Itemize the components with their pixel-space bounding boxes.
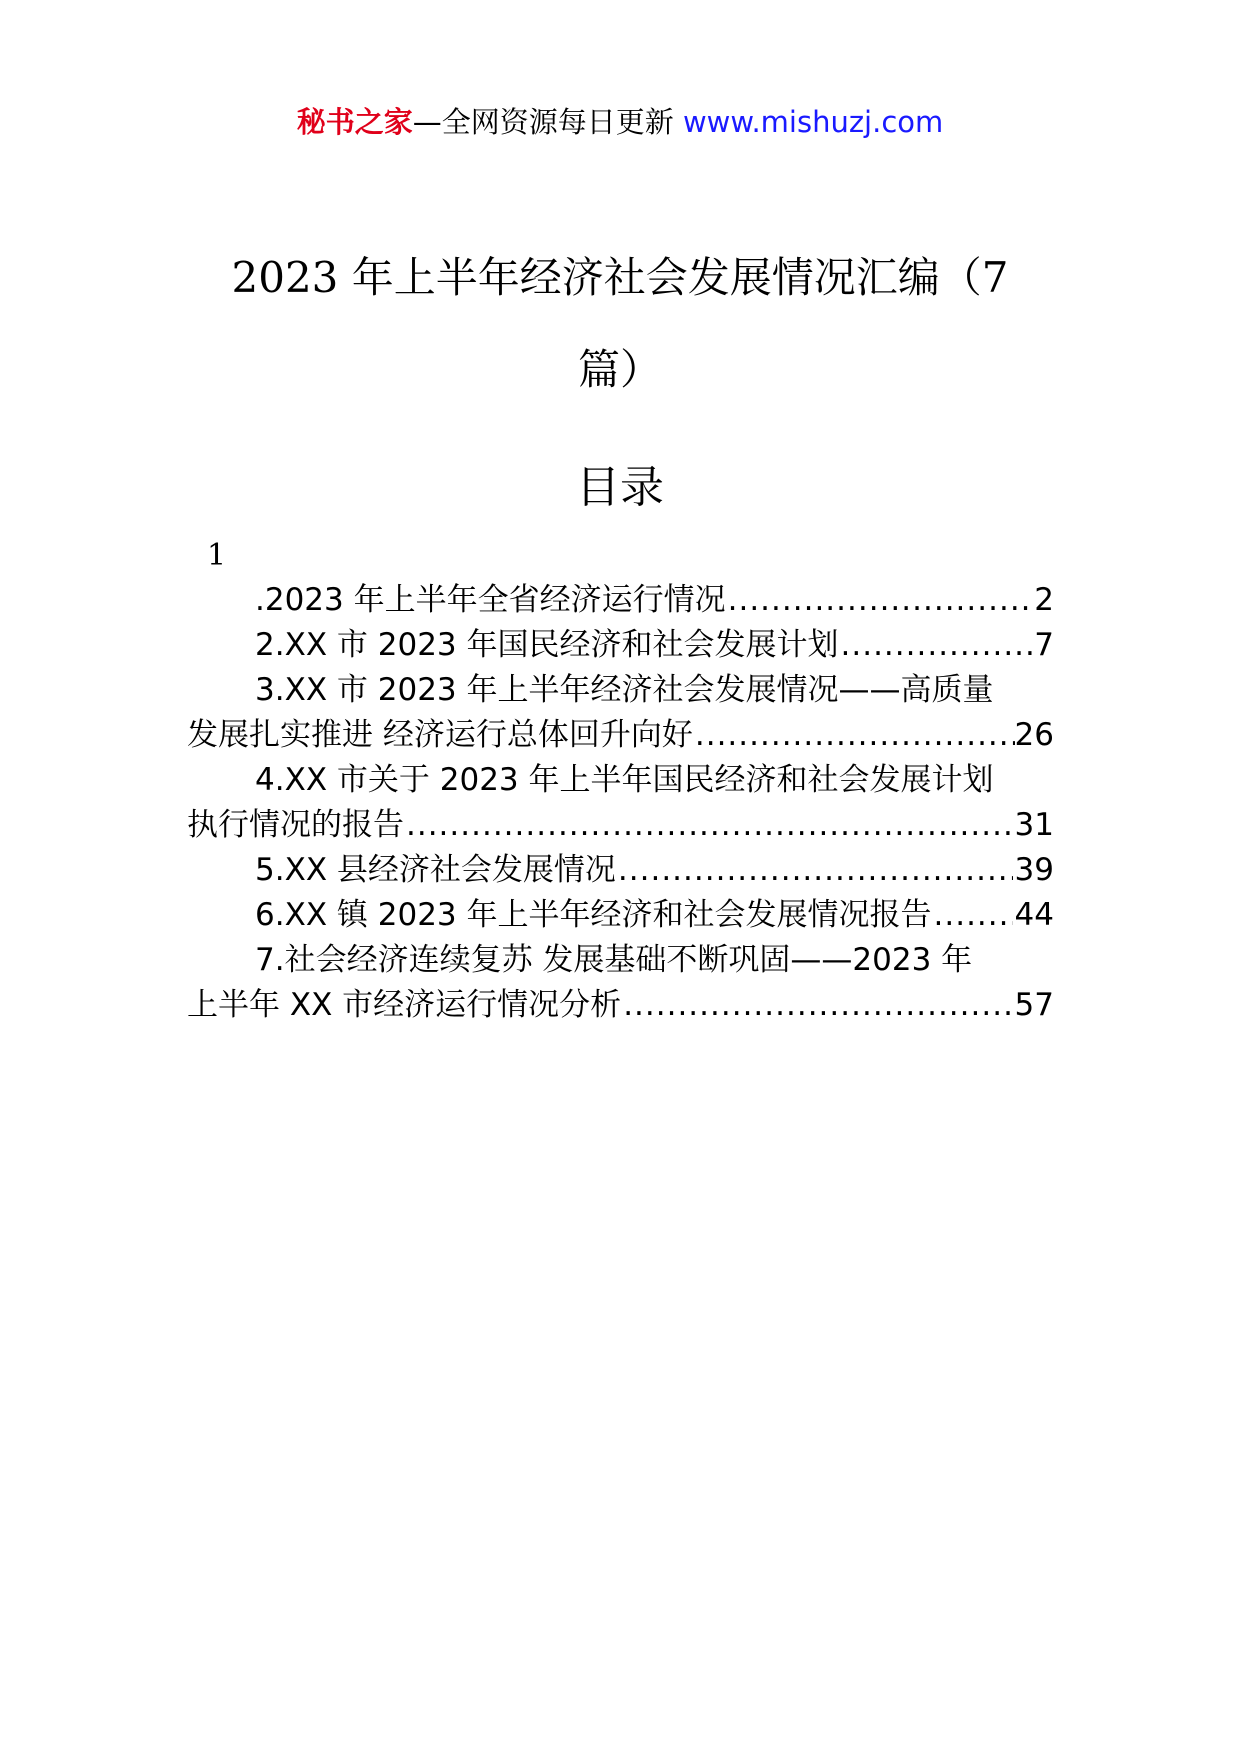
title-line-1: 2023 年上半年经济社会发展情况汇编（7 <box>231 253 1009 302</box>
toc-entry-text: 2.XX 市 2023 年国民经济和社会发展计划 <box>255 627 839 663</box>
toc-entry-text-line-1: 4.XX 市关于 2023 年上半年国民经济和社会发展计划 <box>255 762 994 798</box>
toc-entry-3[interactable] <box>187 668 1054 758</box>
toc-page-number: 31 <box>1014 807 1054 843</box>
toc-leader-dots <box>693 713 1015 758</box>
toc-leader-dots <box>726 578 1033 623</box>
toc-page-number: 26 <box>1014 717 1054 753</box>
toc-entry-7[interactable] <box>187 938 1054 1028</box>
stray-number: 1 <box>207 538 227 573</box>
toc-entry-text-line-1: 3.XX 市 2023 年上半年经济社会发展情况——高质量 <box>255 672 994 708</box>
document-title <box>200 232 1040 416</box>
toc-page-number: 39 <box>1014 852 1054 888</box>
toc-entry-6[interactable] <box>187 893 1054 938</box>
toc-page-number: 2 <box>1034 582 1054 618</box>
toc-entry-text-line-2: 上半年 XX 市经济运行情况分析 <box>187 987 622 1023</box>
toc-page-number: 7 <box>1034 627 1054 663</box>
toc-entry-text: 5.XX 县经济社会发展情况 <box>255 852 616 888</box>
toc-leader-dots <box>616 848 1013 893</box>
table-of-contents <box>187 578 1054 1028</box>
toc-heading: 目录 <box>576 462 664 513</box>
title-line-2: 篇） <box>577 345 662 394</box>
toc-entry-text: .2023 年上半年全省经济运行情况 <box>255 582 726 618</box>
toc-entry-5[interactable] <box>187 848 1054 893</box>
toc-entry-2[interactable] <box>187 623 1054 668</box>
brand-name: 秘书之家 <box>296 105 413 139</box>
toc-leader-dots <box>404 803 1015 848</box>
toc-page-number: 44 <box>1014 897 1054 933</box>
toc-entry-text: 6.XX 镇 2023 年上半年经济和社会发展情况报告 <box>255 897 932 933</box>
site-header <box>0 102 1240 142</box>
toc-entry-text-line-2: 发展扎实推进 经济运行总体回升向好 <box>187 717 693 753</box>
toc-leader-dots <box>932 893 1013 938</box>
toc-leader-dots <box>839 623 1033 668</box>
toc-entry-text-line-1: 7.社会经济连续复苏 发展基础不断巩固——2023 年 <box>255 942 973 978</box>
toc-entry-4[interactable] <box>187 758 1054 848</box>
header-slogan: —全网资源每日更新 <box>412 105 674 139</box>
toc-leader-dots <box>621 983 1014 1028</box>
toc-entry-text-line-2: 执行情况的报告 <box>187 807 404 843</box>
toc-page-number: 57 <box>1014 987 1054 1023</box>
toc-entry-1[interactable] <box>187 578 1054 623</box>
site-url-link[interactable]: www.mishuzj.com <box>682 105 944 139</box>
